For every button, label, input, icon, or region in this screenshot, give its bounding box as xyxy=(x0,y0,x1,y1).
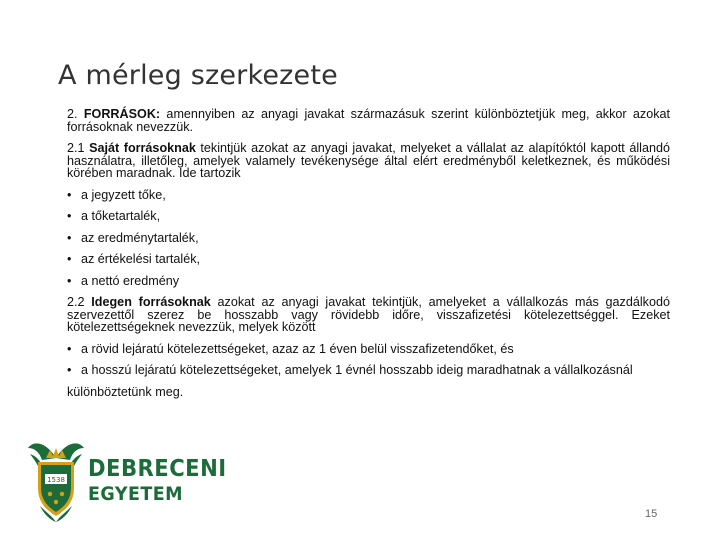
list-item: • a nettó eredmény xyxy=(67,275,670,288)
university-name-line2: EGYETEM xyxy=(88,483,183,505)
paragraph-idegen-forrasok xyxy=(67,296,670,334)
list-item: • az eredménytartalék, xyxy=(67,232,670,245)
section-number: 2.1 xyxy=(67,141,90,155)
section-number: 2.2 xyxy=(67,295,92,309)
university-crest-icon xyxy=(26,436,86,526)
bold-term: Idegen forrásoknak xyxy=(91,295,211,309)
paragraph-forrasok xyxy=(67,108,670,133)
list-item: • a rövid lejáratú kötelezettségeket, azaz az 1 éven belül visszafizetendőket, és xyxy=(67,343,670,356)
list-item: • a jegyzett tőke, xyxy=(67,189,670,202)
paragraph-text: azokat az anyagi javakat tekintjük, amelyeket a vállalkozás más gazdálkodó szervezettől szerez be hosszabb vagy rövidebb időre, visszafizetési kötelezettséggel. Ezeket kötelezettségeknek nevezzük, melyek között xyxy=(67,295,670,334)
closing-text: különböztetünk meg. xyxy=(67,384,184,399)
paragraph-sajat-forrasok xyxy=(67,142,670,180)
list-item: • az értékelési tartalék, xyxy=(67,253,670,266)
seal-year: 1538 xyxy=(47,476,65,484)
list-item: • a tőketartalék, xyxy=(67,210,670,223)
bold-term: FORRÁSOK: xyxy=(83,107,161,121)
slide-content xyxy=(67,108,670,407)
list-item: • a hosszú lejáratú kötelezettségeket, amelyek 1 évnél hosszabb ideig maradhatnak a vállalkozásnál xyxy=(67,364,670,377)
bold-term: Saját forrásoknak xyxy=(89,141,196,155)
university-name xyxy=(88,458,239,504)
page-number: 15 xyxy=(645,508,658,520)
university-name-line1: DEBRECENI xyxy=(88,456,227,482)
slide-title: A mérleg szerkezete xyxy=(58,60,338,91)
paragraph-text: amennyiben az anyagi javakat származásuk szerint különböztetjük meg, akkor azokat forrásoknak nevezzük. xyxy=(67,107,670,134)
section-number: 2. xyxy=(67,107,84,121)
paragraph-text: tekintjük azokat az anyagi javakat, melyeket a vállalat az alapítóktól kapott állandó használatra, illetőleg, amelyek valamely tevékenysége által elért eredményből keletkeznek, és működési körében maradnak. Ide tartozik xyxy=(67,141,670,180)
